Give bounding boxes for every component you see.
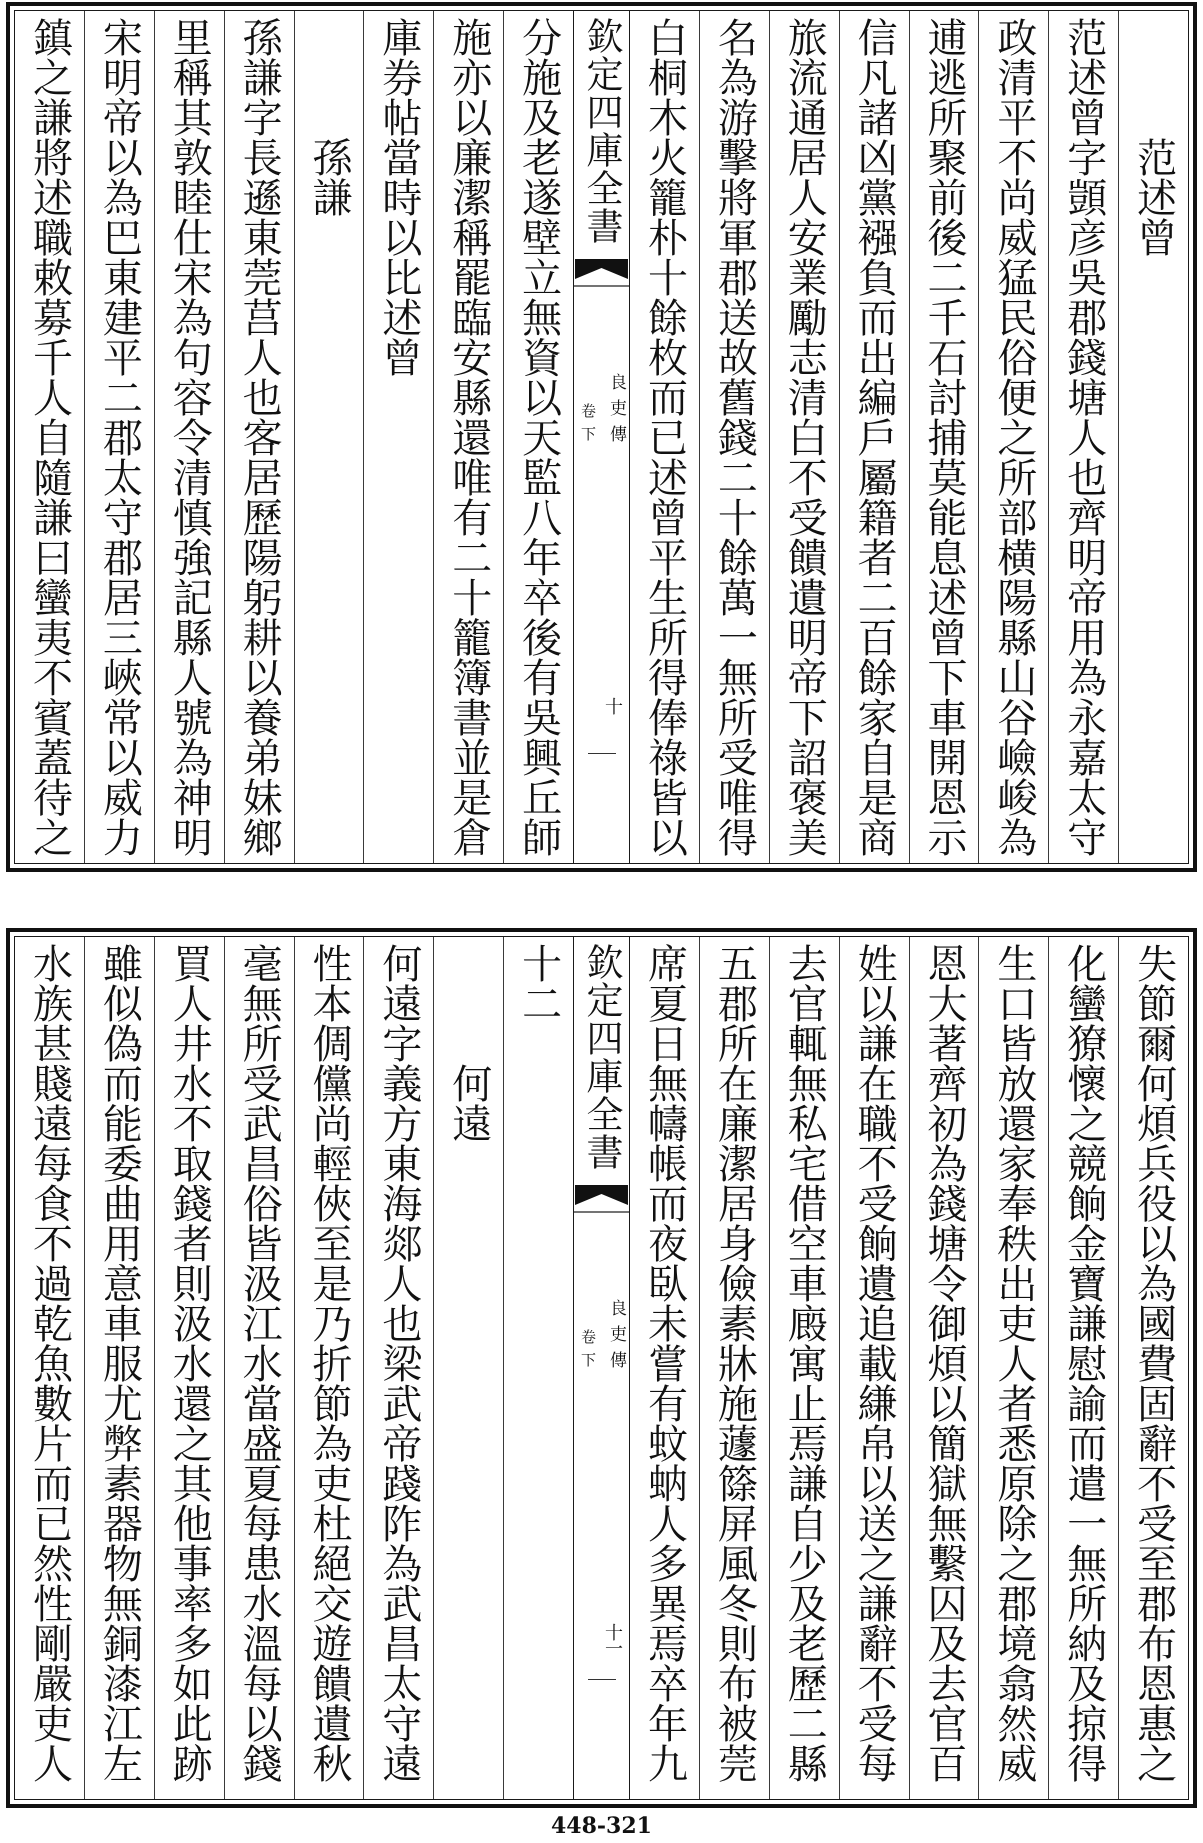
fold-title-wrap xyxy=(574,943,629,1171)
text-column xyxy=(699,11,769,863)
column-text: 白桐木火籠朴十餘枚而已述曾平生所得俸祿皆以 xyxy=(641,17,688,857)
title-column xyxy=(433,937,503,1799)
fold-book-title: 欽定四庫全書 xyxy=(580,17,623,245)
upper-leaf-frame xyxy=(6,2,1197,872)
text-column xyxy=(839,937,909,1799)
text-column xyxy=(503,937,573,1799)
fold-rule xyxy=(588,753,616,754)
lower-leaf-frame xyxy=(6,928,1197,1808)
text-column xyxy=(363,11,433,863)
column-text: 姓以謙在職不受餉遺追載縑帛以送之謙辭不受每 xyxy=(851,943,898,1783)
biography-title: 范述曾 xyxy=(1130,137,1177,257)
scan-page-number: 448-321 xyxy=(551,1813,652,1839)
column-text: 十二 xyxy=(515,943,562,1023)
column-text: 名為游擊將軍郡送故舊錢二十餘萬一無所受唯得 xyxy=(711,17,758,857)
column-text: 何遠字義方東海郯人也梁武帝踐阼為武昌太守遠 xyxy=(375,943,422,1783)
fold-page-number: 十一 xyxy=(602,1623,623,1655)
column-text: 政清平不尚威猛民俗便之所部横陽縣山谷嶮峻為 xyxy=(990,17,1037,857)
column-text: 恩大著齊初為錢塘令御煩以簡獄無繫囚及去官百 xyxy=(920,943,967,1783)
column-text: 逋逃所聚前後二千石討捕莫能息述曾下車開恩示 xyxy=(920,17,967,857)
column-text: 雖似偽而能委曲用意車服尤弊素器物無銅漆江左 xyxy=(96,943,143,1783)
fold-book-title: 欽定四庫全書 xyxy=(580,943,623,1171)
text-column xyxy=(909,11,979,863)
column-text: 范述曾字顗彦吳郡錢塘人也齊明帝用為永嘉太守 xyxy=(1060,17,1107,857)
biography-title: 孫謙 xyxy=(305,137,352,217)
text-column xyxy=(978,937,1048,1799)
text-column xyxy=(699,937,769,1799)
column-text: 宋明帝以為巴東建平二郡太守郡居三峽常以威力 xyxy=(96,17,143,857)
fold-section-label: 良吏傳 xyxy=(606,1299,626,1377)
center-fold-column xyxy=(573,11,630,863)
column-text: 旅流通居人安業勵志清白不受饋遺明帝下詔褒美 xyxy=(781,17,828,857)
text-column xyxy=(154,937,224,1799)
column-text: 買人井水不取錢者則汲水還之其他事率多如此跡 xyxy=(166,943,213,1783)
fish-tail-mark-icon xyxy=(574,257,629,289)
right-half xyxy=(630,11,1188,863)
fold-volume-label: 卷下 xyxy=(579,403,597,449)
column-text: 水族甚賤遠每食不過乾魚數片而已然性剛嚴吏人 xyxy=(26,943,73,1783)
column-text: 分施及老遂壁立無資以天監八年卒後有吳興丘師 xyxy=(515,17,562,857)
text-column xyxy=(630,11,699,863)
title-column xyxy=(294,11,364,863)
column-text: 信凡諸凶黨襁負而出編戶屬籍者二百餘家自是商 xyxy=(851,17,898,857)
center-fold-column xyxy=(573,937,630,1799)
column-text: 失節爾何煩兵役以為國費固辭不受至郡布恩惠之 xyxy=(1130,943,1177,1783)
text-column xyxy=(630,937,699,1799)
column-text: 毫無所受武昌俗皆汲江水當盛夏每患水溫每以錢 xyxy=(236,943,283,1783)
text-column xyxy=(84,937,154,1799)
column-text: 里稱其敦睦仕宋為句容令清慎強記縣人號為神明 xyxy=(166,17,213,857)
text-column xyxy=(15,11,84,863)
text-column xyxy=(154,11,224,863)
column-text: 庫券帖當時以比述曾 xyxy=(375,17,422,377)
right-half xyxy=(630,937,1188,1799)
fold-rule xyxy=(588,1679,616,1680)
text-column xyxy=(1118,937,1188,1799)
column-text: 孫謙字長遜東莞莒人也客居歷陽躬耕以養弟妹鄉 xyxy=(236,17,283,857)
inner-border xyxy=(14,936,1189,1800)
text-column xyxy=(503,11,573,863)
biography-title: 何遠 xyxy=(445,1063,492,1143)
fold-volume-label: 卷下 xyxy=(579,1329,597,1375)
column-text: 五郡所在廉潔居身儉素牀施蘧篨屏風冬則布被莞 xyxy=(711,943,758,1783)
text-column xyxy=(769,937,839,1799)
text-column xyxy=(363,937,433,1799)
fold-section-label: 良吏傳 xyxy=(606,373,626,451)
text-column xyxy=(769,11,839,863)
text-column xyxy=(224,937,294,1799)
inner-border xyxy=(14,10,1189,864)
column-text: 施亦以廉潔稱罷臨安縣還唯有二十籠簿書並是倉 xyxy=(445,17,492,857)
column-text: 化蠻獠懷之競餉金寶謙慰諭而遣一無所納及掠得 xyxy=(1060,943,1107,1783)
column-text: 鎮之謙將述職敕募千人自隨謙曰蠻夷不賓蓋待之 xyxy=(26,17,73,857)
fold-page-number: 十 xyxy=(602,697,623,713)
column-text: 去官輒無私宅借空車廄寓止焉謙自少及老歷二縣 xyxy=(781,943,828,1783)
column-text: 席夏日無幬帳而夜臥未嘗有蚊蚋人多異焉卒年九 xyxy=(641,943,688,1783)
text-column xyxy=(84,11,154,863)
column-text: 性本倜儻尚輕俠至是乃折節為吏杜絕交遊饋遺秋 xyxy=(305,943,352,1783)
text-column xyxy=(294,937,364,1799)
text-column xyxy=(15,937,84,1799)
title-column xyxy=(1118,11,1188,863)
text-column xyxy=(839,11,909,863)
text-column xyxy=(433,11,503,863)
text-column xyxy=(1048,11,1118,863)
left-half xyxy=(15,937,573,1799)
text-column xyxy=(1048,937,1118,1799)
fold-title-wrap xyxy=(574,17,629,245)
fish-tail-mark-icon xyxy=(574,1183,629,1215)
left-half xyxy=(15,11,573,863)
text-column xyxy=(224,11,294,863)
text-column xyxy=(978,11,1048,863)
text-column xyxy=(909,937,979,1799)
column-text: 生口皆放還家奉秩出吏人者悉原除之郡境翕然威 xyxy=(990,943,1037,1783)
